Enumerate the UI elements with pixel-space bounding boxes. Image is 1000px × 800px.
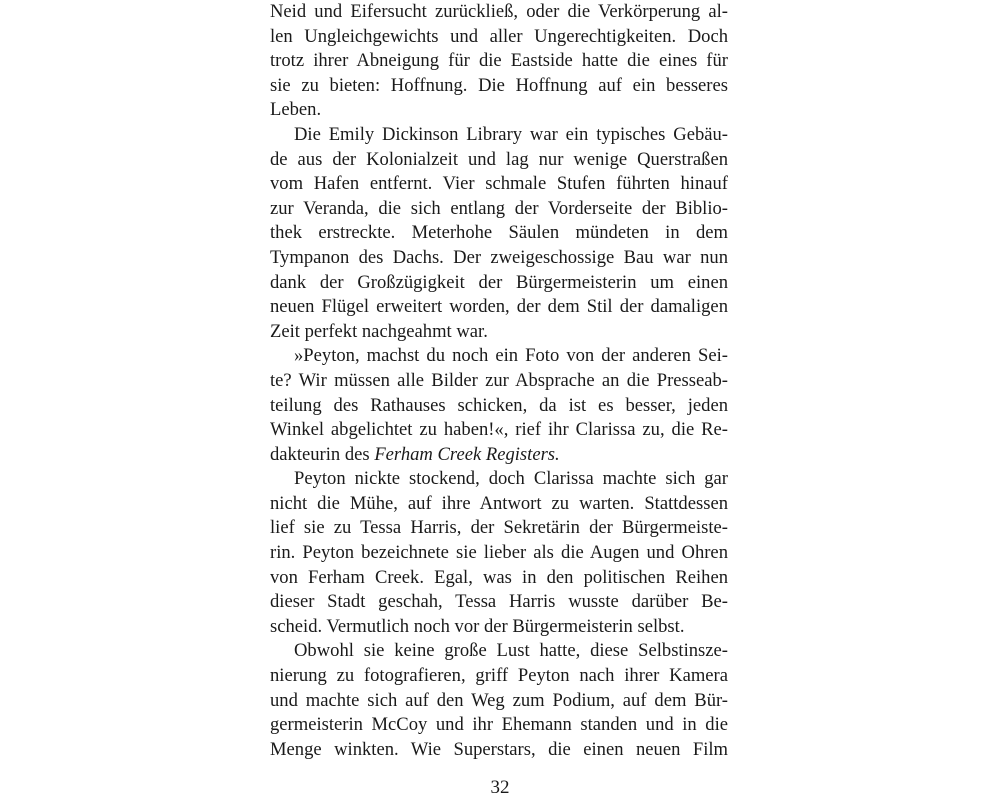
text-line: Menge winkten. Wie Superstars, die einen neuen Film	[270, 738, 728, 760]
text-line-prefix: dakteurin des	[270, 443, 375, 465]
text-line: dieser Stadt geschah, Tessa Harris wusste darüber Be-	[270, 591, 728, 613]
text-line: scheid. Vermutlich noch vor der Bürgermeisterin selbst.	[270, 615, 685, 637]
text-line: te? Wir müssen alle Bilder zur Absprache an die Presseab-	[270, 369, 728, 391]
text-line: Tympanon des Dachs. Der zweigeschossige Bau war nun	[270, 246, 728, 268]
text-line: vom Hafen entfernt. Vier schmale Stufen führten hinauf	[270, 173, 728, 195]
text-line: neuen Flügel erweitert worden, der dem Stil der damaligen	[270, 296, 728, 318]
body-text	[270, 0, 728, 762]
text-line: germeisterin McCoy und ihr Ehemann standen und in die	[270, 714, 728, 736]
text-line: trotz ihrer Abneigung für die Eastside hatte die eines für	[270, 50, 728, 72]
text-line: lief sie zu Tessa Harris, der Sekretärin der Bürgermeiste-	[270, 517, 728, 539]
text-line: Winkel abgelichtet zu haben!«, rief ihr Clarissa zu, die Re-	[270, 419, 728, 441]
text-line: dank der Großzügigkeit der Bürgermeisterin um einen	[270, 271, 728, 293]
text-line: teilung des Rathauses schicken, da ist es besser, jeden	[270, 394, 728, 416]
text-line	[270, 443, 728, 468]
text-line: len Ungleichgewichts und aller Ungerechtigkeiten. Doch	[270, 25, 728, 47]
text-line: sie zu bieten: Hoffnung. Die Hoffnung auf ein besseres	[270, 74, 728, 96]
text-line: Zeit perfekt nachgeahmt war.	[270, 320, 488, 342]
text-line: rin. Peyton bezeichnete sie lieber als die Augen und Ohren	[270, 542, 728, 564]
text-line: nierung zu fotografieren, griff Peyton nach ihrer Kamera	[270, 665, 728, 687]
text-line: und machte sich auf den Weg zum Podium, auf dem Bür-	[270, 689, 728, 711]
text-line: nicht die Mühe, auf ihre Antwort zu warten. Stattdessen	[270, 492, 728, 514]
text-line: Obwohl sie keine große Lust hatte, diese Selbstinsze-	[294, 640, 728, 662]
text-line: von Ferham Creek. Egal, was in den politischen Reihen	[270, 566, 728, 588]
text-line: zur Veranda, die sich entlang der Vorderseite der Biblio-	[270, 197, 728, 219]
text-line: thek erstreckte. Meterhohe Säulen mündeten in dem	[270, 222, 728, 244]
text-line: Peyton nickte stockend, doch Clarissa machte sich gar	[294, 468, 728, 490]
text-line: de aus der Kolonialzeit und lag nur wenige Querstraßen	[270, 148, 728, 170]
newspaper-title: Ferham Creek Registers.	[374, 443, 560, 465]
text-line: »Peyton, machst du noch ein Foto von der anderen Sei-	[294, 345, 728, 367]
text-line: Die Emily Dickinson Library war ein typisches Gebäu-	[294, 123, 728, 145]
text-line: Neid und Eifersucht zurückließ, oder die Verkörperung al-	[270, 1, 728, 22]
page-number: 32	[490, 777, 510, 798]
text-line: Leben.	[270, 99, 322, 121]
